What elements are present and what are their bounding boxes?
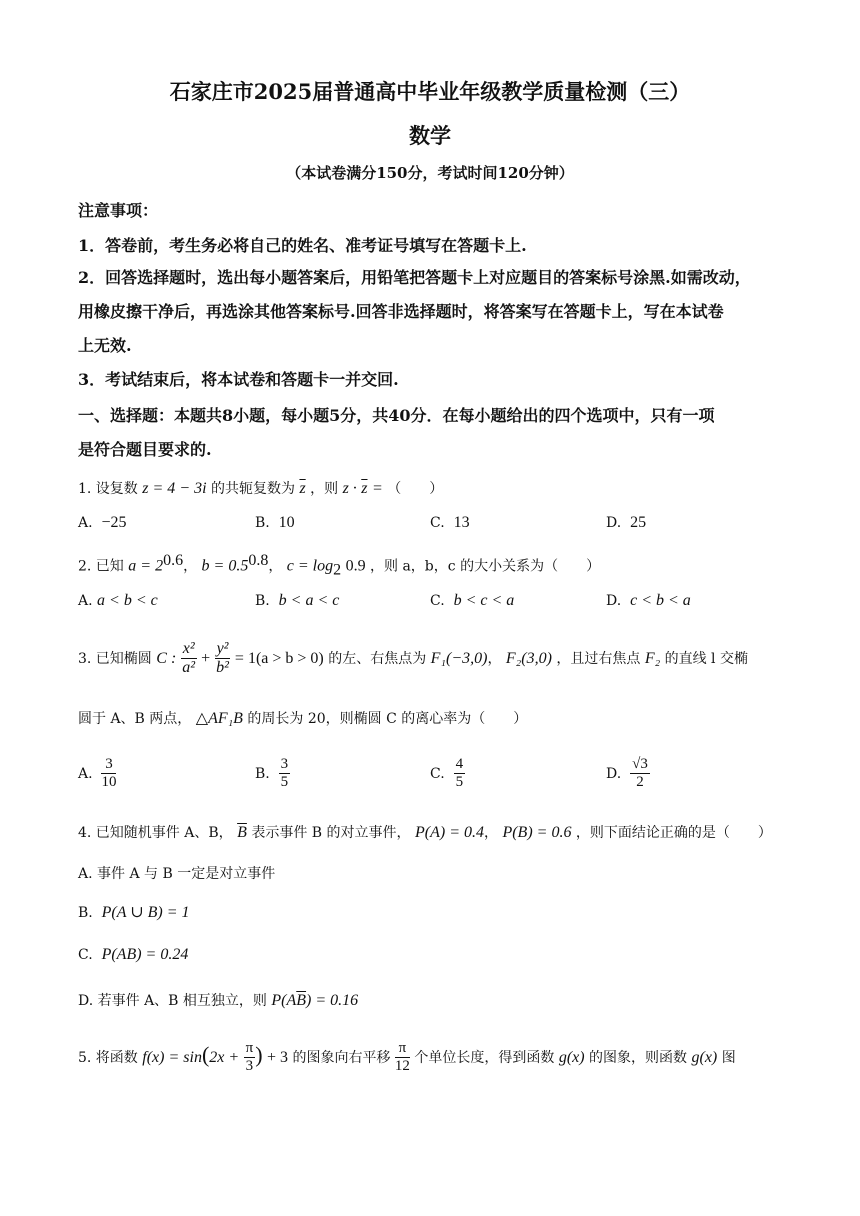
frac-num: π xyxy=(395,1040,410,1058)
q3-line2-text: 圆于 A、B 两点， xyxy=(78,711,192,727)
option-label: B. xyxy=(255,515,270,531)
q1-text-2: 的共轭复数为 xyxy=(210,481,295,497)
question-5: 5. 将函数 f(x) = sin(2x + $\frac{\pi}{3}$ ) + 3 的图象向右平移 $\frac{\pi}{12}$ 个单位长度，得到函数 g(x) 的图象，则函数 g(x) 图 xyxy=(78,1040,736,1075)
section-1-line1: 一、选择题：本题共8小题，每小题5分，共40分．在每小题给出的四个选项中，只有一项 xyxy=(78,406,715,425)
question-1 xyxy=(78,478,443,498)
question-3: 3. 已知椭圆 C : $\frac{\text{x²}}{\text{a²}}$ + $\frac{\text{y²}}{\text{b²}}$ = 1(a > b > 0) 的左、右焦点为 F₁(−3,0)， F₂(3,0) ，且过右焦点 F₂ 的直线 l 交椭 xyxy=(78,640,748,677)
notice-item-2-line1: 2．回答选择题时，选出每小题答案后，用铅笔把答题卡上对应题目的答案标号涂黑.如需改动， xyxy=(78,268,751,287)
q5-text-3: 个单位长度，得到函数 xyxy=(414,1049,555,1066)
q3-F2: F₂(3,0) xyxy=(505,649,552,667)
frac-num: √3 xyxy=(630,756,650,774)
q2-c-val: 0.9 xyxy=(345,557,366,575)
q1-option-d xyxy=(606,514,646,532)
q3-triangle: △AF₁B xyxy=(195,710,243,727)
q1-text-3: ，则 xyxy=(310,481,339,497)
option-label: C. xyxy=(430,593,445,609)
q3-option-a xyxy=(78,756,116,792)
option-value: 25 xyxy=(630,514,647,531)
q3-F1: F₁(−3,0) xyxy=(430,649,488,667)
notice-item-2-line3: 上无效. xyxy=(78,336,132,355)
q1-expr2c: = xyxy=(371,480,383,497)
q3-frac-y xyxy=(215,640,231,678)
q3-text-2: 的左、右焦点为 xyxy=(328,650,427,667)
option-value: 13 xyxy=(453,514,470,531)
notice-item-3: 3．考试结束后，将本试卷和答题卡一并交回. xyxy=(78,370,399,389)
option-value: 10 xyxy=(278,514,295,531)
option-value: c < b < a xyxy=(630,592,691,609)
option-value: b < a < c xyxy=(278,592,340,609)
option-value: −25 xyxy=(101,514,127,531)
q5-frac-pi12 xyxy=(395,1040,410,1076)
q2-c: c = log xyxy=(286,557,334,575)
subject-title: 数学 xyxy=(409,123,451,148)
q1-expr2b: $\overline{z}$ xyxy=(361,480,368,497)
q3-F2b: F₂ xyxy=(644,649,661,667)
option-value: a < b < c xyxy=(97,592,158,609)
frac-den: a² xyxy=(182,659,196,677)
option-label: A. xyxy=(78,765,93,782)
q3-frac-x xyxy=(181,640,197,678)
q2-b: b = 0.5 xyxy=(201,557,249,575)
option-value-c: ) = 0.16 xyxy=(306,992,359,1009)
frac-den: 3 xyxy=(245,1058,254,1075)
q4-option-c xyxy=(78,946,188,964)
q3-option-b xyxy=(255,756,290,792)
question-4: 4. 已知随机事件 A、B， $\overline{B}$ 表示事件 B 的对立事件， P(A) = 0.4， P(B) = 0.6 ，则下面结论正确的是（ ） xyxy=(78,824,772,841)
q5-f: f(x) = sin xyxy=(142,1048,202,1066)
q4-option-a: A. 事件 A 与 B 一定是对立事件 xyxy=(78,866,276,882)
q5-text: 5. 将函数 xyxy=(78,1049,138,1066)
option-value-bbar: $\overline{B}$ xyxy=(296,992,307,1009)
q5-g2: g(x) xyxy=(691,1048,718,1066)
q5-text-4: 的图象，则函数 xyxy=(589,1049,688,1066)
frac-num: x² xyxy=(181,640,197,659)
q5-text-5: 图 xyxy=(721,1049,736,1066)
q4-text-3: ，则下面结论正确的是（ ） xyxy=(575,825,772,841)
q1-text: 1. 设复数 xyxy=(78,481,138,497)
frac-num: y² xyxy=(215,640,231,659)
frac-num: 3 xyxy=(279,756,291,774)
q3-option-d xyxy=(606,756,650,792)
option-label: A. xyxy=(78,593,93,609)
q1-expr2a: z · xyxy=(342,480,357,497)
q1-option-b xyxy=(255,514,295,532)
q3-line2-text-b: 的周长为 20，则椭圆 C 的离心率为（ ） xyxy=(247,711,528,727)
q1-bracket: （ ） xyxy=(387,481,444,497)
q3-text: 3. 已知椭圆 xyxy=(78,650,152,667)
q3-text-3: ，且过右焦点 xyxy=(556,650,641,667)
notice-heading: 注意事项： xyxy=(78,201,159,220)
q3-eq: = 1(a > b > 0) xyxy=(234,649,324,667)
q2-option-a xyxy=(78,592,158,610)
option-value: b < c < a xyxy=(453,592,515,609)
q2-b-exp: 0.8 xyxy=(248,552,269,569)
q5-inner: 2x + xyxy=(209,1048,240,1066)
q4-text-2: 表示事件 B 的对立事件， xyxy=(251,825,411,841)
question-3-line2 xyxy=(78,708,527,728)
q5-text-2: 的图象向右平移 xyxy=(292,1049,391,1066)
frac-den: 5 xyxy=(280,774,289,791)
q1-zbar: $\overline{z}$ xyxy=(299,480,306,497)
q5-g: g(x) xyxy=(558,1048,585,1066)
q1-option-a xyxy=(78,514,127,532)
option-fraction xyxy=(454,756,466,792)
frac-den: 2 xyxy=(636,774,644,791)
frac-num: 3 xyxy=(101,756,116,774)
option-label: B. xyxy=(255,593,270,609)
q4-pb: P(B) = 0.6 xyxy=(502,824,572,841)
q4-pa: P(A) = 0.4 xyxy=(415,824,484,841)
notice-item-1: 1．答卷前，考生务必将自己的姓名、准考证号填写在答题卡上. xyxy=(78,236,527,255)
option-fraction xyxy=(279,756,291,792)
option-label: C. xyxy=(430,765,445,782)
q2-option-d xyxy=(606,592,691,610)
frac-num: π xyxy=(244,1040,256,1058)
option-value-a: P(A xyxy=(271,992,297,1009)
q3-option-c xyxy=(430,756,465,792)
q2-a-exp: 0.6 xyxy=(163,552,184,569)
option-label: D. xyxy=(606,593,622,609)
frac-num: 4 xyxy=(454,756,466,774)
option-label: A. xyxy=(78,515,93,531)
option-label: D. xyxy=(606,765,622,782)
option-label: B. xyxy=(78,905,93,921)
frac-den: 10 xyxy=(101,774,117,791)
q1-option-c xyxy=(430,514,470,532)
q2-text-2: ，则 a，b，c 的大小关系为（ ） xyxy=(370,558,601,575)
q4-bbar: $\overline{B}$ xyxy=(237,824,247,841)
exam-title: 石家庄市2025届普通高中毕业年级教学质量检测（三） xyxy=(169,79,691,104)
exam-info: （本试卷满分150分，考试时间120分钟） xyxy=(286,164,574,182)
option-label: C. xyxy=(430,515,445,531)
option-label: C. xyxy=(78,947,93,963)
q4-text: 4. 已知随机事件 A、B， xyxy=(78,825,233,841)
q2-option-b xyxy=(255,592,339,610)
q2-a: a = 2 xyxy=(128,557,164,575)
frac-den: 5 xyxy=(455,774,464,791)
notice-item-2-line2: 用橡皮擦干净后，再选涂其他答案标号.回答非选择题时，将答案写在答题卡上，写在本试卷 xyxy=(78,302,724,321)
option-label: D. xyxy=(606,515,622,531)
frac-den: b² xyxy=(216,659,229,677)
option-fraction xyxy=(101,756,116,792)
q2-c-sub: 2 xyxy=(333,561,342,579)
section-1-line2: 是符合题目要求的. xyxy=(78,440,212,459)
question-2: 2. 已知 $a = 2^{0.6}$， $b = 0.5^{0.8}$， $c = \log_2 0.9$ ，则 a，b，c 的大小关系为（ ） xyxy=(78,552,601,579)
q3-text-4: 的直线 l 交椭 xyxy=(664,650,748,667)
option-value: P(AB) = 0.24 xyxy=(101,946,189,963)
option-fraction xyxy=(630,756,650,792)
option-value: P(A ∪ B) = 1 xyxy=(101,904,190,921)
q2-text: 2. 已知 xyxy=(78,558,124,575)
option-label: D. 若事件 A、B 相互独立，则 xyxy=(78,993,267,1009)
q5-plus3: + 3 xyxy=(266,1048,289,1066)
option-label: B. xyxy=(255,765,270,782)
q5-frac-pi3 xyxy=(244,1040,256,1076)
q4-option-b xyxy=(78,902,190,922)
q3-C: C : xyxy=(156,649,177,667)
q2-option-c xyxy=(430,592,514,610)
q1-expr: z = 4 − 3i xyxy=(142,480,207,497)
q4-option-d xyxy=(78,990,358,1010)
frac-den: 12 xyxy=(394,1058,410,1075)
